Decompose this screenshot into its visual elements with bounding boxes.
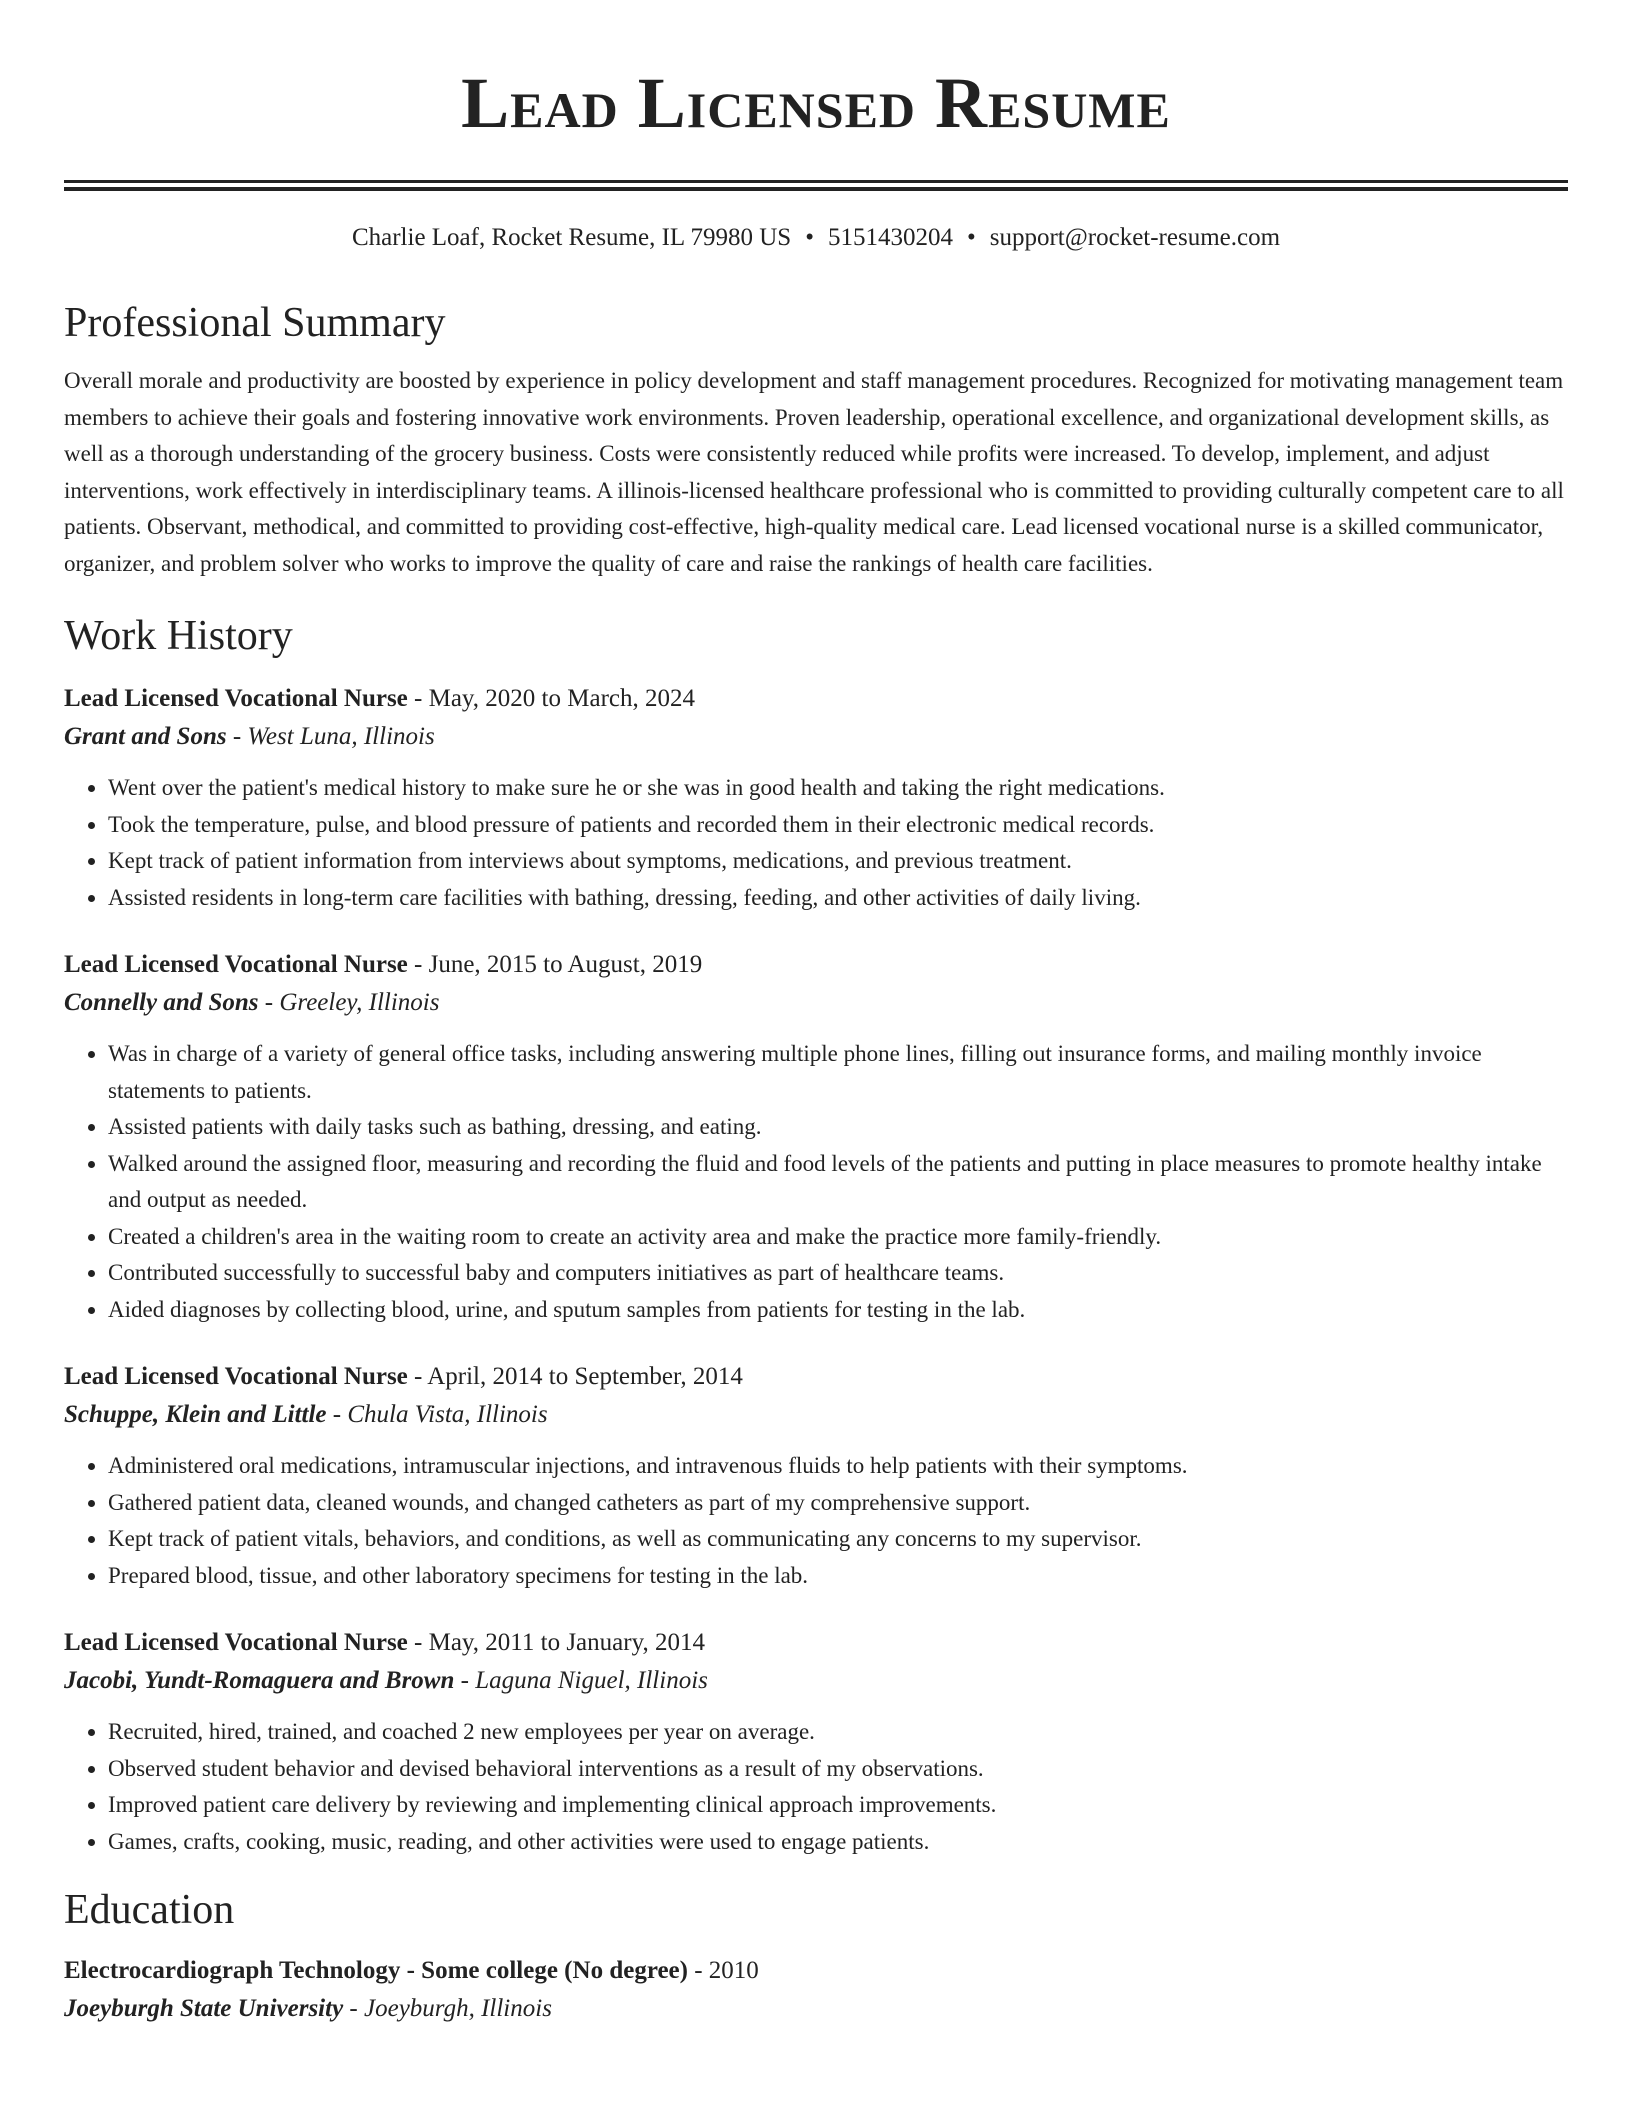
degree: Electrocardiograph Technology - Some college (No degree) [64, 1957, 688, 1984]
job-bullet: • Improved patient care delivery by reviewing and implementing clinical approach improvements. [108, 1787, 1568, 1824]
contact-separator: • [966, 224, 976, 251]
job-company: Connelly and Sons [64, 989, 259, 1016]
job-dates: - May, 2011 to January, 2014 [407, 1629, 705, 1656]
job-bullet: • Contributed successfully to successful baby and computers initiatives as part of healthcare teams. [108, 1255, 1568, 1292]
school-line [64, 1990, 1568, 2028]
job-bullet: • Was in charge of a variety of general office tasks, including answering multiple phone lines, filling out insurance forms, and mailing monthly invoice statements to patients. [108, 1036, 1568, 1109]
education-entry [64, 1952, 1568, 2028]
job-company: Jacobi, Yundt-Romaguera and Brown [64, 1667, 455, 1694]
job-dates: - May, 2020 to March, 2024 [407, 685, 696, 712]
job-company-line [64, 718, 1568, 756]
job-company: Schuppe, Klein and Little [64, 1401, 327, 1428]
job-company-line [64, 1662, 1568, 1700]
contact-address: Charlie Loaf, Rocket Resume, IL 79980 US [351, 224, 792, 251]
job-bullet: • Gathered patient data, cleaned wounds, and changed catheters as part of my comprehensive support. [108, 1485, 1568, 1522]
work-history-heading: Work History [64, 613, 293, 659]
job-bullet: • Aided diagnoses by collecting blood, urine, and sputum samples from patients for testing in the lab. [108, 1292, 1568, 1329]
job-bullet: • Administered oral medications, intramuscular injections, and intravenous fluids to help patients with their symptoms. [108, 1448, 1568, 1485]
job-location: - West Luna, Illinois [226, 723, 435, 750]
job-bullets [64, 1448, 1568, 1594]
job-bullet: • Took the temperature, pulse, and blood pressure of patients and recorded them in their electronic medical records. [108, 807, 1568, 844]
job-title-line [64, 1358, 1568, 1396]
job-bullet: • Kept track of patient information from interviews about symptoms, medications, and previous treatment. [108, 843, 1568, 880]
job-entry [64, 680, 1568, 916]
job-bullets [64, 770, 1568, 916]
summary-heading: Professional Summary [64, 300, 446, 346]
job-location: - Laguna Niguel, Illinois [454, 1667, 708, 1694]
job-company: Grant and Sons [64, 723, 227, 750]
job-title-line [64, 946, 1568, 984]
job-location: - Greeley, Illinois [258, 989, 440, 1016]
job-bullets [64, 1036, 1568, 1328]
resume-title: Lead Licensed Resume [461, 63, 1171, 143]
education-heading: Education [64, 1887, 235, 1933]
job-bullet: • Kept track of patient vitals, behaviors, and conditions, as well as communicating any concerns to my supervisor. [108, 1521, 1568, 1558]
contact-separator: • [805, 224, 814, 251]
job-bullet: • Went over the patient's medical history to make sure he or she was in good health and taking the right medications. [108, 770, 1568, 807]
job-entry [64, 1624, 1568, 1860]
degree-line [64, 1952, 1568, 1990]
education-list [64, 1952, 1568, 2028]
job-entry [64, 1358, 1568, 1594]
job-bullet: • Recruited, hired, trained, and coached 2 new employees per year on average. [108, 1714, 1568, 1751]
job-company-line [64, 1396, 1568, 1434]
job-bullet: • Assisted patients with daily tasks such as bathing, dressing, and eating. [108, 1109, 1568, 1146]
job-entry [64, 946, 1568, 1328]
job-bullet: • Observed student behavior and devised behavioral interventions as a result of my observations. [108, 1751, 1568, 1788]
contact-phone: 5151430204 [827, 224, 953, 251]
job-bullet: • Games, crafts, cooking, music, reading, and other activities were used to engage patients. [108, 1824, 1568, 1861]
summary-text: Overall morale and productivity are boosted by experience in policy development and staff management procedures. Recognized for motivating management team members to achieve their goals and fostering innovative work environments. Proven leadership, operational excellence, and organizational development skills, as well as a thorough understanding of the grocery business. Costs were consistently reduced while profits were increased. To develop, implement, and adjust interventions, work effectively in interdisciplinary teams. A illinois-licensed healthcare professional who is committed to providing culturally competent care to all patients. Observant, methodical, and committed to providing cost-effective, high-quality medical care. Lead licensed vocational nurse is a skilled communicator, organizer, and problem solver who works to improve the quality of care and raise the rankings of health care facilities. [64, 368, 1564, 576]
job-title: Lead Licensed Vocational Nurse [64, 685, 408, 712]
job-bullet: • Assisted residents in long-term care facilities with bathing, dressing, feeding, and other activities of daily living. [108, 880, 1568, 917]
job-bullets [64, 1714, 1568, 1860]
job-title-line [64, 680, 1568, 718]
job-company-line [64, 984, 1568, 1022]
job-bullet: • Prepared blood, tissue, and other laboratory specimens for testing in the lab. [108, 1558, 1568, 1595]
job-title: Lead Licensed Vocational Nurse [64, 1363, 408, 1390]
job-dates: - June, 2015 to August, 2019 [407, 951, 703, 978]
degree-year: - 2010 [687, 1957, 759, 1984]
job-dates: - April, 2014 to September, 2014 [407, 1363, 743, 1390]
contact-line [64, 221, 1568, 255]
school-location: - Joeyburgh, Illinois [343, 1995, 552, 2022]
job-bullet: • Created a children's area in the waiting room to create an activity area and make the practice more family-friendly. [108, 1219, 1568, 1256]
title-divider [64, 180, 1568, 191]
work-history-list [64, 680, 1568, 1860]
contact-email: support@rocket-resume.com [989, 224, 1281, 251]
school-name: Joeyburgh State University [64, 1995, 344, 2022]
job-title: Lead Licensed Vocational Nurse [64, 951, 408, 978]
job-location: - Chula Vista, Illinois [326, 1401, 548, 1428]
job-title: Lead Licensed Vocational Nurse [64, 1629, 408, 1656]
job-title-line [64, 1624, 1568, 1662]
job-bullet: • Walked around the assigned floor, measuring and recording the fluid and food levels of the patients and putting in place measures to promote healthy intake and output as needed. [108, 1146, 1568, 1219]
